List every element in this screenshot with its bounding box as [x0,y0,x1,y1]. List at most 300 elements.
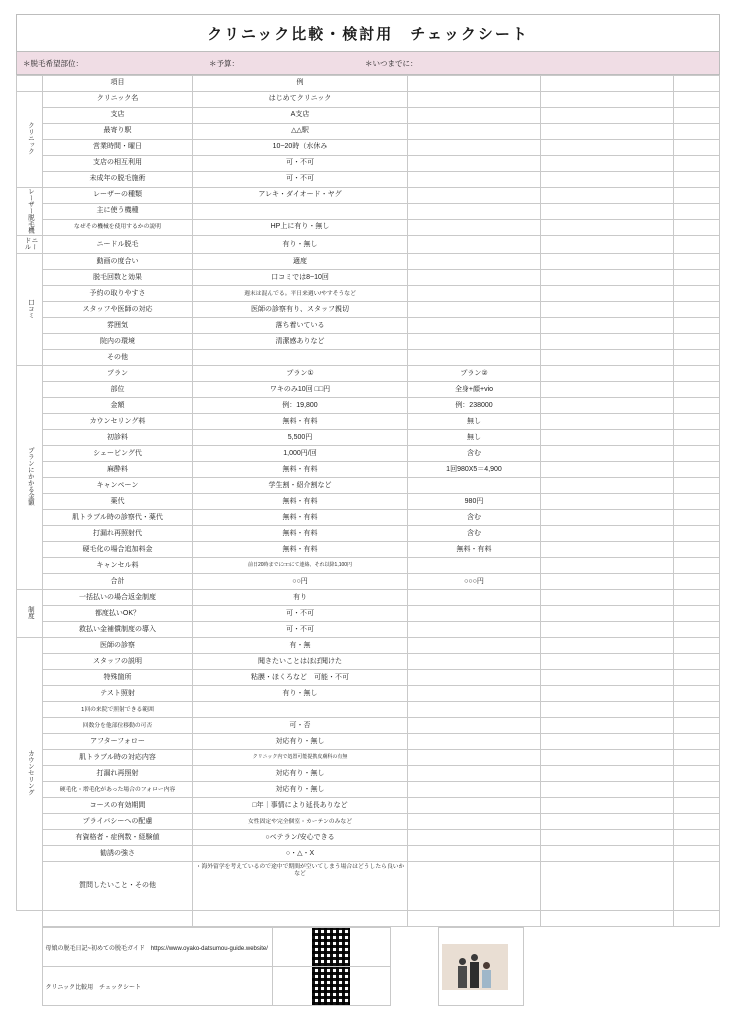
row-item: その他 [43,350,193,366]
table-row [17,718,720,734]
footer-table [16,927,720,1006]
table-row [17,846,720,862]
table-row [17,382,720,398]
row-input-b[interactable] [541,350,674,366]
row-input-c[interactable] [674,446,720,462]
row-input-b[interactable] [541,254,674,270]
row-input-b[interactable] [541,654,674,670]
row-input-c[interactable] [674,350,720,366]
row-input-c[interactable] [674,318,720,334]
row-item: 打漏れ再照射 [43,766,193,782]
row-example [193,702,408,718]
row-input-a[interactable] [408,846,541,862]
row-input-a[interactable] [408,204,541,220]
row-item: 一括払いの場合返金制度 [43,590,193,606]
row-input-c[interactable] [674,638,720,654]
row-item: キャンセル料 [43,558,193,574]
row-input-c[interactable] [674,702,720,718]
footer-row [16,928,720,948]
group-label-counseling: カウンセリング [17,638,43,911]
table-header-row [17,76,720,92]
row-item: 脱毛回数と効果 [43,270,193,286]
row-input-c[interactable] [674,718,720,734]
row-input-b[interactable] [541,430,674,446]
group-label-reviews: 口コミ [17,254,43,366]
row-input-a[interactable] [408,124,541,140]
row-example [193,204,408,220]
row-item: スタッフの説明 [43,654,193,670]
row-input-b[interactable] [541,686,674,702]
row-input-c[interactable] [674,204,720,220]
row-item: 支店 [43,108,193,124]
row-example: 有・無 [193,638,408,654]
row-input-b[interactable] [541,334,674,350]
row-input-b[interactable] [541,622,674,638]
row-example: 10~20時（水休み [193,140,408,156]
row-input-c[interactable] [674,334,720,350]
row-input-b[interactable] [541,766,674,782]
header-blank-a[interactable] [408,76,541,92]
sheet-name-text[interactable]: クリニック比較用 チェックシート [42,967,272,1006]
row-input-c[interactable] [674,140,720,156]
row-input-c[interactable] [674,430,720,446]
row-example-plan2: 含む [408,526,541,542]
table-row [17,172,720,188]
row-item: 勧誘の強さ [43,846,193,862]
row-input-c[interactable] [674,750,720,766]
row-example: 聞きたいことはほぼ聞けた [193,654,408,670]
header-blank-b[interactable] [541,76,674,92]
row-input-c[interactable] [674,124,720,140]
row-input-a[interactable] [408,270,541,286]
row-input-c[interactable] [674,236,720,254]
row-input-c[interactable] [674,156,720,172]
spacer-cell [674,911,720,927]
row-item: 硬毛化・増毛化があった場合のフォロー内容 [43,782,193,798]
row-input-b[interactable] [541,638,674,654]
row-item: 雰囲気 [43,318,193,334]
row-input-c[interactable] [674,782,720,798]
row-input-b[interactable] [541,830,674,846]
row-input-b[interactable] [541,172,674,188]
row-input-a[interactable] [408,622,541,638]
row-input-a[interactable] [408,862,541,911]
row-input-b[interactable] [541,204,674,220]
row-example: 可・不可 [193,606,408,622]
row-item: 主に使う機種 [43,204,193,220]
row-item: 有資格者・症例数・経験値 [43,830,193,846]
row-input-a[interactable] [408,220,541,236]
row-item: 救払い金補償制度の導入 [43,622,193,638]
row-item: スタッフや医師の対応 [43,302,193,318]
table-row [17,734,720,750]
row-input-a[interactable] [408,798,541,814]
table-row [17,814,720,830]
row-input-a[interactable] [408,702,541,718]
row-example: プラン① [193,366,408,382]
row-item: 院内の環境 [43,334,193,350]
row-input-a[interactable] [408,718,541,734]
row-input-c[interactable] [674,526,720,542]
row-input-a[interactable] [408,156,541,172]
row-input-a[interactable] [408,92,541,108]
row-input-c[interactable] [674,766,720,782]
spacer-cell [193,911,408,927]
table-row [17,254,720,270]
row-example: 女性固定や完全個室・カーテンのみなど [193,814,408,830]
row-input-c[interactable] [674,814,720,830]
row-example [193,350,408,366]
row-item: ニードル脱毛 [43,236,193,254]
row-example: 適度 [193,254,408,270]
group-label-plan-cost: プランにかかる金額 [17,366,43,590]
table-row [17,140,720,156]
row-item: なぜその機械を使用するかの説明 [43,220,193,236]
row-example: はじめてクリニック [193,92,408,108]
row-input-c[interactable] [674,590,720,606]
table-row [17,494,720,510]
table-row [17,686,720,702]
row-input-b[interactable] [541,702,674,718]
checksheet-table [16,75,720,927]
group-label-needle: ニードル [17,236,43,254]
row-input-b[interactable] [541,670,674,686]
row-item: 回数分を他部位移動の可否 [43,718,193,734]
row-input-b[interactable] [541,718,674,734]
person-figure [470,954,479,988]
table-row [17,542,720,558]
table-row [17,366,720,382]
row-input-c[interactable] [674,220,720,236]
row-example: A支店 [193,108,408,124]
row-input-a[interactable] [408,286,541,302]
row-input-b[interactable] [541,446,674,462]
illustration-cell [438,928,523,1006]
row-input-a[interactable] [408,172,541,188]
row-input-c[interactable] [674,670,720,686]
row-input-c[interactable] [674,622,720,638]
row-example: 対応有り・無し [193,782,408,798]
row-input-c[interactable] [674,574,720,590]
row-input-b[interactable] [541,590,674,606]
row-input-a[interactable] [408,236,541,254]
row-example: 前日20時までに□□にて連絡、それ以降1,100円 [193,558,408,574]
row-example: 可・不可 [193,172,408,188]
row-input-a[interactable] [408,750,541,766]
row-example: □年｜事情により延長ありなど [193,798,408,814]
table-row [17,478,720,494]
row-example-plan2: プラン② [408,366,541,382]
row-item: 硬毛化の場合追加料金 [43,542,193,558]
table-row [17,430,720,446]
row-example: 有り [193,590,408,606]
row-input-c[interactable] [674,558,720,574]
row-example: 5,500円 [193,430,408,446]
row-input-c[interactable] [674,254,720,270]
row-input-b[interactable] [541,140,674,156]
row-example: 対応有り・無し [193,734,408,750]
table-row [17,188,720,204]
row-input-b[interactable] [541,398,674,414]
row-input-c[interactable] [674,542,720,558]
table-row [17,782,720,798]
row-input-c[interactable] [674,846,720,862]
table-row [17,462,720,478]
row-input-c[interactable] [674,734,720,750]
row-input-c[interactable] [674,606,720,622]
table-row [17,862,720,911]
row-input-b[interactable] [541,382,674,398]
row-example: 例：19,800 [193,398,408,414]
table-row [17,236,720,254]
row-input-a[interactable] [408,782,541,798]
table-row [17,798,720,814]
table-row [17,270,720,286]
table-row [17,558,720,574]
row-input-b[interactable] [541,814,674,830]
row-input-c[interactable] [674,862,720,911]
row-example: クリニック内で処置可能提携皮膚科の有無 [193,750,408,766]
row-example: 無料・有料 [193,542,408,558]
row-input-b[interactable] [541,846,674,862]
row-item: 初診料 [43,430,193,446]
row-input-b[interactable] [541,92,674,108]
person-figure [458,958,467,988]
table-row [17,750,720,766]
header-fields-row [16,51,720,75]
row-input-c[interactable] [674,798,720,814]
row-input-c[interactable] [674,382,720,398]
row-input-c[interactable] [674,172,720,188]
row-input-a[interactable] [408,670,541,686]
row-example: 無料・有料 [193,414,408,430]
row-input-b[interactable] [541,558,674,574]
table-row [17,302,720,318]
row-input-c[interactable] [674,494,720,510]
row-input-a[interactable] [408,638,541,654]
row-item: 部位 [43,382,193,398]
row-input-a[interactable] [408,654,541,670]
row-input-a[interactable] [408,766,541,782]
row-input-c[interactable] [674,654,720,670]
row-item: 予約の取りやすさ [43,286,193,302]
header-group [17,76,43,92]
qr-code-sheet[interactable] [272,967,390,1006]
row-item: 質問したいこと・その他 [43,862,193,911]
qr-code-icon [312,967,350,1005]
row-example: ○ベテラン/安心できる [193,830,408,846]
row-example-plan2: 含む [408,446,541,462]
row-input-a[interactable] [408,254,541,270]
spacer-cell [541,911,674,927]
row-input-c[interactable] [674,830,720,846]
row-example: 落ち着いている [193,318,408,334]
row-input-a[interactable] [408,814,541,830]
row-example: 無料・有料 [193,510,408,526]
table-row [17,414,720,430]
row-item: キャンペーン [43,478,193,494]
row-input-a[interactable] [408,334,541,350]
group-label-laser: レーザー脱毛機 [17,188,43,236]
row-input-b[interactable] [541,366,674,382]
page-title: クリニック比較・検討用 チェックシート [207,25,529,43]
row-input-a[interactable] [408,140,541,156]
row-item: 営業時間・曜日 [43,140,193,156]
row-example: 可・不可 [193,156,408,172]
table-row [17,654,720,670]
row-input-b[interactable] [541,606,674,622]
row-input-b[interactable] [541,862,674,911]
row-input-a[interactable] [408,734,541,750]
row-input-b[interactable] [541,236,674,254]
row-example-plan2 [408,478,541,494]
row-item: アフターフォロー [43,734,193,750]
row-input-b[interactable] [541,494,674,510]
row-input-c[interactable] [674,188,720,204]
table-row [17,510,720,526]
row-input-a[interactable] [408,188,541,204]
row-input-b[interactable] [541,124,674,140]
row-item: シェービング代 [43,446,193,462]
row-input-b[interactable] [541,108,674,124]
row-example: 可・不可 [193,622,408,638]
row-input-c[interactable] [674,270,720,286]
table-row [17,398,720,414]
group-label-clinic: クリニック [17,92,43,188]
row-input-b[interactable] [541,220,674,236]
spacer-cell [43,911,193,927]
row-input-a[interactable] [408,590,541,606]
row-input-b[interactable] [541,574,674,590]
row-input-b[interactable] [541,478,674,494]
table-row [17,446,720,462]
header-item: 項目 [43,76,193,92]
table-row [17,318,720,334]
row-example-plan2: 例：238000 [408,398,541,414]
row-input-c[interactable] [674,302,720,318]
row-example: 可・否 [193,718,408,734]
table-row [17,526,720,542]
row-example-plan2: 含む [408,510,541,526]
row-input-c[interactable] [674,414,720,430]
row-input-b[interactable] [541,734,674,750]
row-input-a[interactable] [408,606,541,622]
site-link-text[interactable]: 母娘の脱毛日記~初めての脱毛ガイド https://www.oyako-datsumou-guide.website/ [42,928,272,967]
row-example-plan2: 無し [408,430,541,446]
row-item: 麻酔料 [43,462,193,478]
row-item: 肌トラブル時の診察代・薬代 [43,510,193,526]
three-people-illustration [442,944,508,990]
row-example: ○・△・X [193,846,408,862]
row-input-b[interactable] [541,156,674,172]
row-input-b[interactable] [541,462,674,478]
row-input-b[interactable] [541,302,674,318]
row-input-a[interactable] [408,830,541,846]
row-example: HP上に有り・無し [193,220,408,236]
table-row [17,670,720,686]
row-input-c[interactable] [674,398,720,414]
header-field-budget: ＊予算： [209,58,239,68]
row-input-a[interactable] [408,108,541,124]
row-item: クリニック名 [43,92,193,108]
row-input-b[interactable] [541,750,674,766]
row-input-b[interactable] [541,542,674,558]
row-input-c[interactable] [674,510,720,526]
row-item: カウンセリング料 [43,414,193,430]
row-item: レーザーの種類 [43,188,193,204]
table-row [17,124,720,140]
row-item: 金額 [43,398,193,414]
table-row [17,92,720,108]
header-blank-c[interactable] [674,76,720,92]
row-input-c[interactable] [674,108,720,124]
header-field-deadline: ＊いつまでに： [365,58,418,68]
row-input-c[interactable] [674,478,720,494]
table-row [17,108,720,124]
row-item: 合計 [43,574,193,590]
row-item: 動画の度合い [43,254,193,270]
row-example: ・海外留学を考えているので途中で期間が空いてしまう場合はどうしたら良いかなど [193,862,408,911]
table-row [17,220,720,236]
row-input-a[interactable] [408,318,541,334]
row-example: 無料・有料 [193,462,408,478]
row-input-b[interactable] [541,510,674,526]
row-input-b[interactable] [541,782,674,798]
row-example: 1,000円/回 [193,446,408,462]
row-input-b[interactable] [541,270,674,286]
row-item: 都度払いOK？ [43,606,193,622]
row-input-b[interactable] [541,526,674,542]
row-input-c[interactable] [674,366,720,382]
row-item: コースの有効期間 [43,798,193,814]
table-row [17,286,720,302]
row-example: ワキのみ10回 □□円 [193,382,408,398]
table-row [17,702,720,718]
row-item: 支店の相互利用 [43,156,193,172]
row-example: ○○円 [193,574,408,590]
row-example-plan2: 全身+顔+vio [408,382,541,398]
row-input-b[interactable] [541,188,674,204]
table-row [17,350,720,366]
row-input-a[interactable] [408,350,541,366]
row-item: 打漏れ再照射代 [43,526,193,542]
table-row [17,766,720,782]
row-item: プライバシーへの配慮 [43,814,193,830]
spacer-row [17,911,720,927]
row-input-c[interactable] [674,686,720,702]
table-row [17,606,720,622]
row-input-b[interactable] [541,318,674,334]
row-input-b[interactable] [541,286,674,302]
qr-code-icon [312,928,350,966]
row-input-c[interactable] [674,92,720,108]
person-figure [482,962,491,988]
row-item: テスト照射 [43,686,193,702]
row-input-a[interactable] [408,686,541,702]
row-input-c[interactable] [674,462,720,478]
row-input-b[interactable] [541,798,674,814]
row-input-a[interactable] [408,302,541,318]
row-example-plan2: ○○○円 [408,574,541,590]
header-example: 例 [193,76,408,92]
row-example-plan2: 1回980X5＝4,900 [408,462,541,478]
table-row [17,574,720,590]
qr-code-guide[interactable] [272,928,390,967]
row-example-plan2: 無料・有料 [408,542,541,558]
table-row [17,638,720,654]
row-input-c[interactable] [674,286,720,302]
row-input-b[interactable] [541,414,674,430]
